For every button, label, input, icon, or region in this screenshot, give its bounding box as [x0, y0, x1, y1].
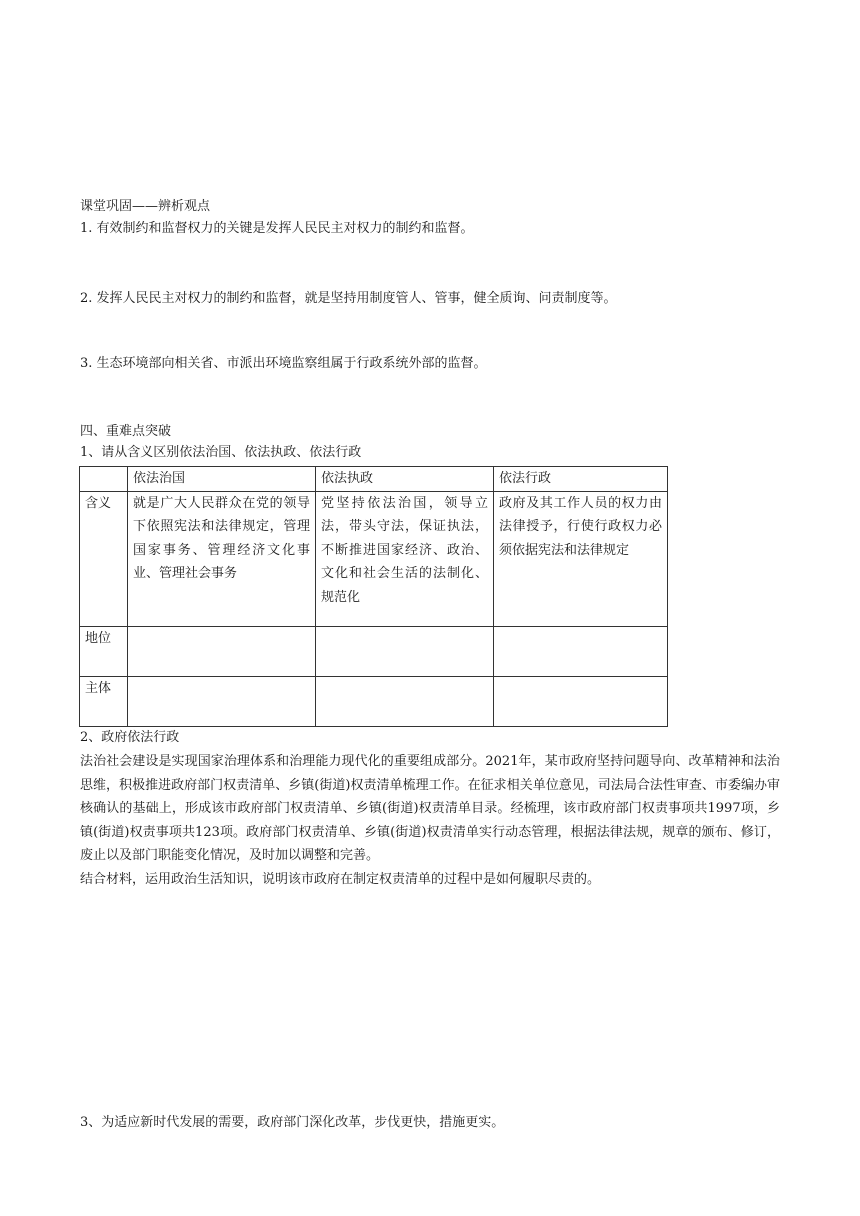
- row-label: 含义: [80, 491, 128, 626]
- table-cell: [128, 491, 316, 626]
- material-text: 法治社会建设是实现国家治理体系和治理能力现代化的重要组成部分。2021年，某市政府坚持问题导向、改革精神和法治思维，积极推进政府部门权责清单、乡镇(街道)权责清单梳理工作。在征求相关单位意见，司法局合法性审查、市委编办审核确认的基础上，形成该市政府部门权责清单、乡镇(街道)权责清单目录。经梳理，该市政府部门权责事项共1997项，乡镇(街道)权责事项共123项。政府部门权责清单、乡镇(街道)权责清单实行动态管理，根据法律法规，规章的颁布、修订，废止以及部门职能变化情况，及时加以调整和完善。: [80, 754, 780, 863]
- review-item-3: 3. 生态环境部向相关省、市派出环境监察组属于行政系统外部的监督。: [80, 356, 487, 371]
- table-cell[interactable]: [128, 676, 316, 726]
- review-heading: 课堂巩固——辨析观点: [80, 199, 211, 214]
- table-cell: [494, 491, 668, 626]
- comparison-table: [79, 466, 668, 727]
- table-row: [80, 676, 668, 726]
- question-1-prompt: 1、请从含义区别依法治国、依法执政、依法行政: [80, 445, 362, 460]
- table-header-cell: [80, 467, 128, 492]
- table-header-row: [80, 467, 668, 492]
- table-cell[interactable]: [316, 626, 494, 676]
- table-cell: [316, 491, 494, 626]
- cell-text: 政府及其工作人员的权力由法律授予，行使行政权力必须依据宪法和法律规定: [499, 495, 662, 558]
- table-header-cell: 依法治国: [128, 467, 316, 492]
- question-3-title: 3、为适应新时代发展的需要，政府部门深化改革，步伐更快，措施更实。: [80, 1115, 505, 1130]
- table-header-cell: 依法执政: [316, 467, 494, 492]
- table-row: [80, 626, 668, 676]
- cell-text: 党坚持依法治国，领导立法，带头守法，保证执法，不断推进国家经济、政治、文化和社会生活的法制化、规范化: [321, 495, 488, 605]
- row-label: 地位: [80, 626, 128, 676]
- question-2-prompt: 结合材料，运用政治生活知识，说明该市政府在制定权责清单的过程中是如何履职尽责的。: [80, 871, 601, 887]
- table-cell[interactable]: [316, 676, 494, 726]
- question-2-material: [80, 750, 780, 891]
- key-points-heading: 四、重难点突破: [80, 424, 172, 439]
- review-item-2: 2. 发挥人民民主对权力的制约和监督，就是坚持用制度管人、管事，健全质询、问责制度等。: [80, 291, 617, 306]
- table-cell[interactable]: [494, 676, 668, 726]
- cell-text: 就是广大人民群众在党的领导下依照宪法和法律规定，管理国家事务、管理经济文化事业、管理社会事务: [133, 495, 310, 581]
- review-item-1: 1. 有效制约和监督权力的关键是发挥人民民主对权力的制约和监督。: [80, 221, 474, 236]
- table-row: [80, 491, 668, 626]
- table-cell[interactable]: [494, 626, 668, 676]
- table-header-cell: 依法行政: [494, 467, 668, 492]
- question-2-title: 2、政府依法行政: [80, 730, 180, 745]
- table-cell[interactable]: [128, 626, 316, 676]
- row-label: 主体: [80, 676, 128, 726]
